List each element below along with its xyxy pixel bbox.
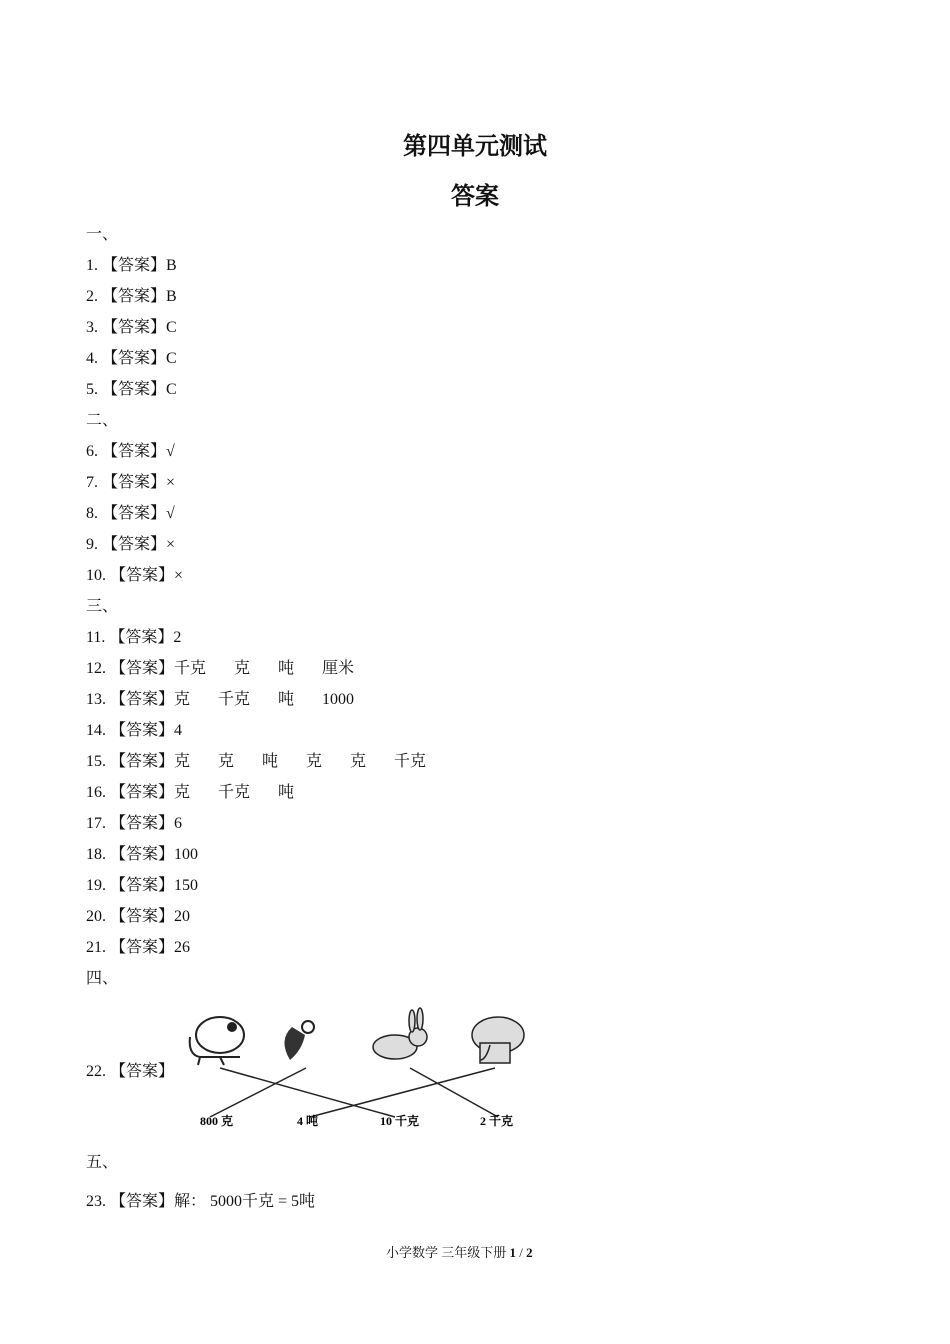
answer-line: 4. 【答案】C [86,350,177,367]
q22-label: 22. 【答案】 [86,1063,175,1080]
dog-to-10kg-line [220,1068,395,1117]
answer-line: 17. 【答案】6 [86,815,183,832]
page-total: 2 [526,1245,533,1260]
answer-line: 12. 【答案】千克 克 吨 厘米 [86,660,355,677]
weight-label: 2 千克 [480,1114,514,1128]
elephant-to-4t-line [310,1068,495,1117]
answer-line: 6. 【答案】√ [86,443,175,460]
answer-line: 14. 【答案】4 [86,722,183,739]
answer-line: 21. 【答案】26 [86,939,191,956]
section-heading: 二、 [86,412,119,429]
section-heading: 五、 [86,1154,119,1171]
weight-label: 10 千克 [380,1114,420,1128]
answer-line: 8. 【答案】√ [86,505,175,522]
weight-label: 4 吨 [297,1114,319,1128]
answer-line: 3. 【答案】C [86,319,177,336]
page-footer [386,1242,533,1261]
answer-line: 18. 【答案】100 [86,846,199,863]
answer-line: 2. 【答案】B [86,288,177,305]
page-subtitle: 答案 [451,184,499,210]
answer-line: 5. 【答案】C [86,381,177,398]
elephant-icon [472,1017,524,1063]
answer-line: 19. 【答案】150 [86,877,199,894]
matching-diagram [180,1005,540,1135]
footer-text: 小学数学 三年级下册 [386,1245,510,1260]
answer-line: 20. 【答案】20 [86,908,191,925]
weight-label: 800 克 [200,1114,234,1128]
matching-lines [210,1068,498,1117]
answer-line: 15. 【答案】克 克 吨 克 克 千克 [86,753,427,770]
page-title: 第四单元测试 [403,134,547,160]
section-heading: 四、 [86,970,119,987]
answer-line: 9. 【答案】× [86,536,176,553]
answer-line: 11. 【答案】2 [86,629,182,646]
answer-line: 23. 【答案】解： 5000千克 = 5吨 [86,1193,316,1210]
answer-line: 16. 【答案】克 千克 吨 [86,784,295,801]
section-heading: 三、 [86,598,119,615]
section-heading: 一、 [86,226,119,243]
footer-sep: / [516,1245,527,1260]
rabbit-to-2kg-line [410,1068,498,1117]
answer-line: 10. 【答案】× [86,567,184,584]
answer-line: 7. 【答案】× [86,474,176,491]
rabbit-icon [373,1008,427,1059]
answer-line: 13. 【答案】克 千克 吨 1000 [86,691,355,708]
bird-to-800g-line [210,1068,306,1117]
bird-icon [284,1021,314,1060]
page-number: 1 [509,1245,517,1260]
dog-icon [190,1017,244,1065]
answer-line: 1. 【答案】B [86,257,177,274]
